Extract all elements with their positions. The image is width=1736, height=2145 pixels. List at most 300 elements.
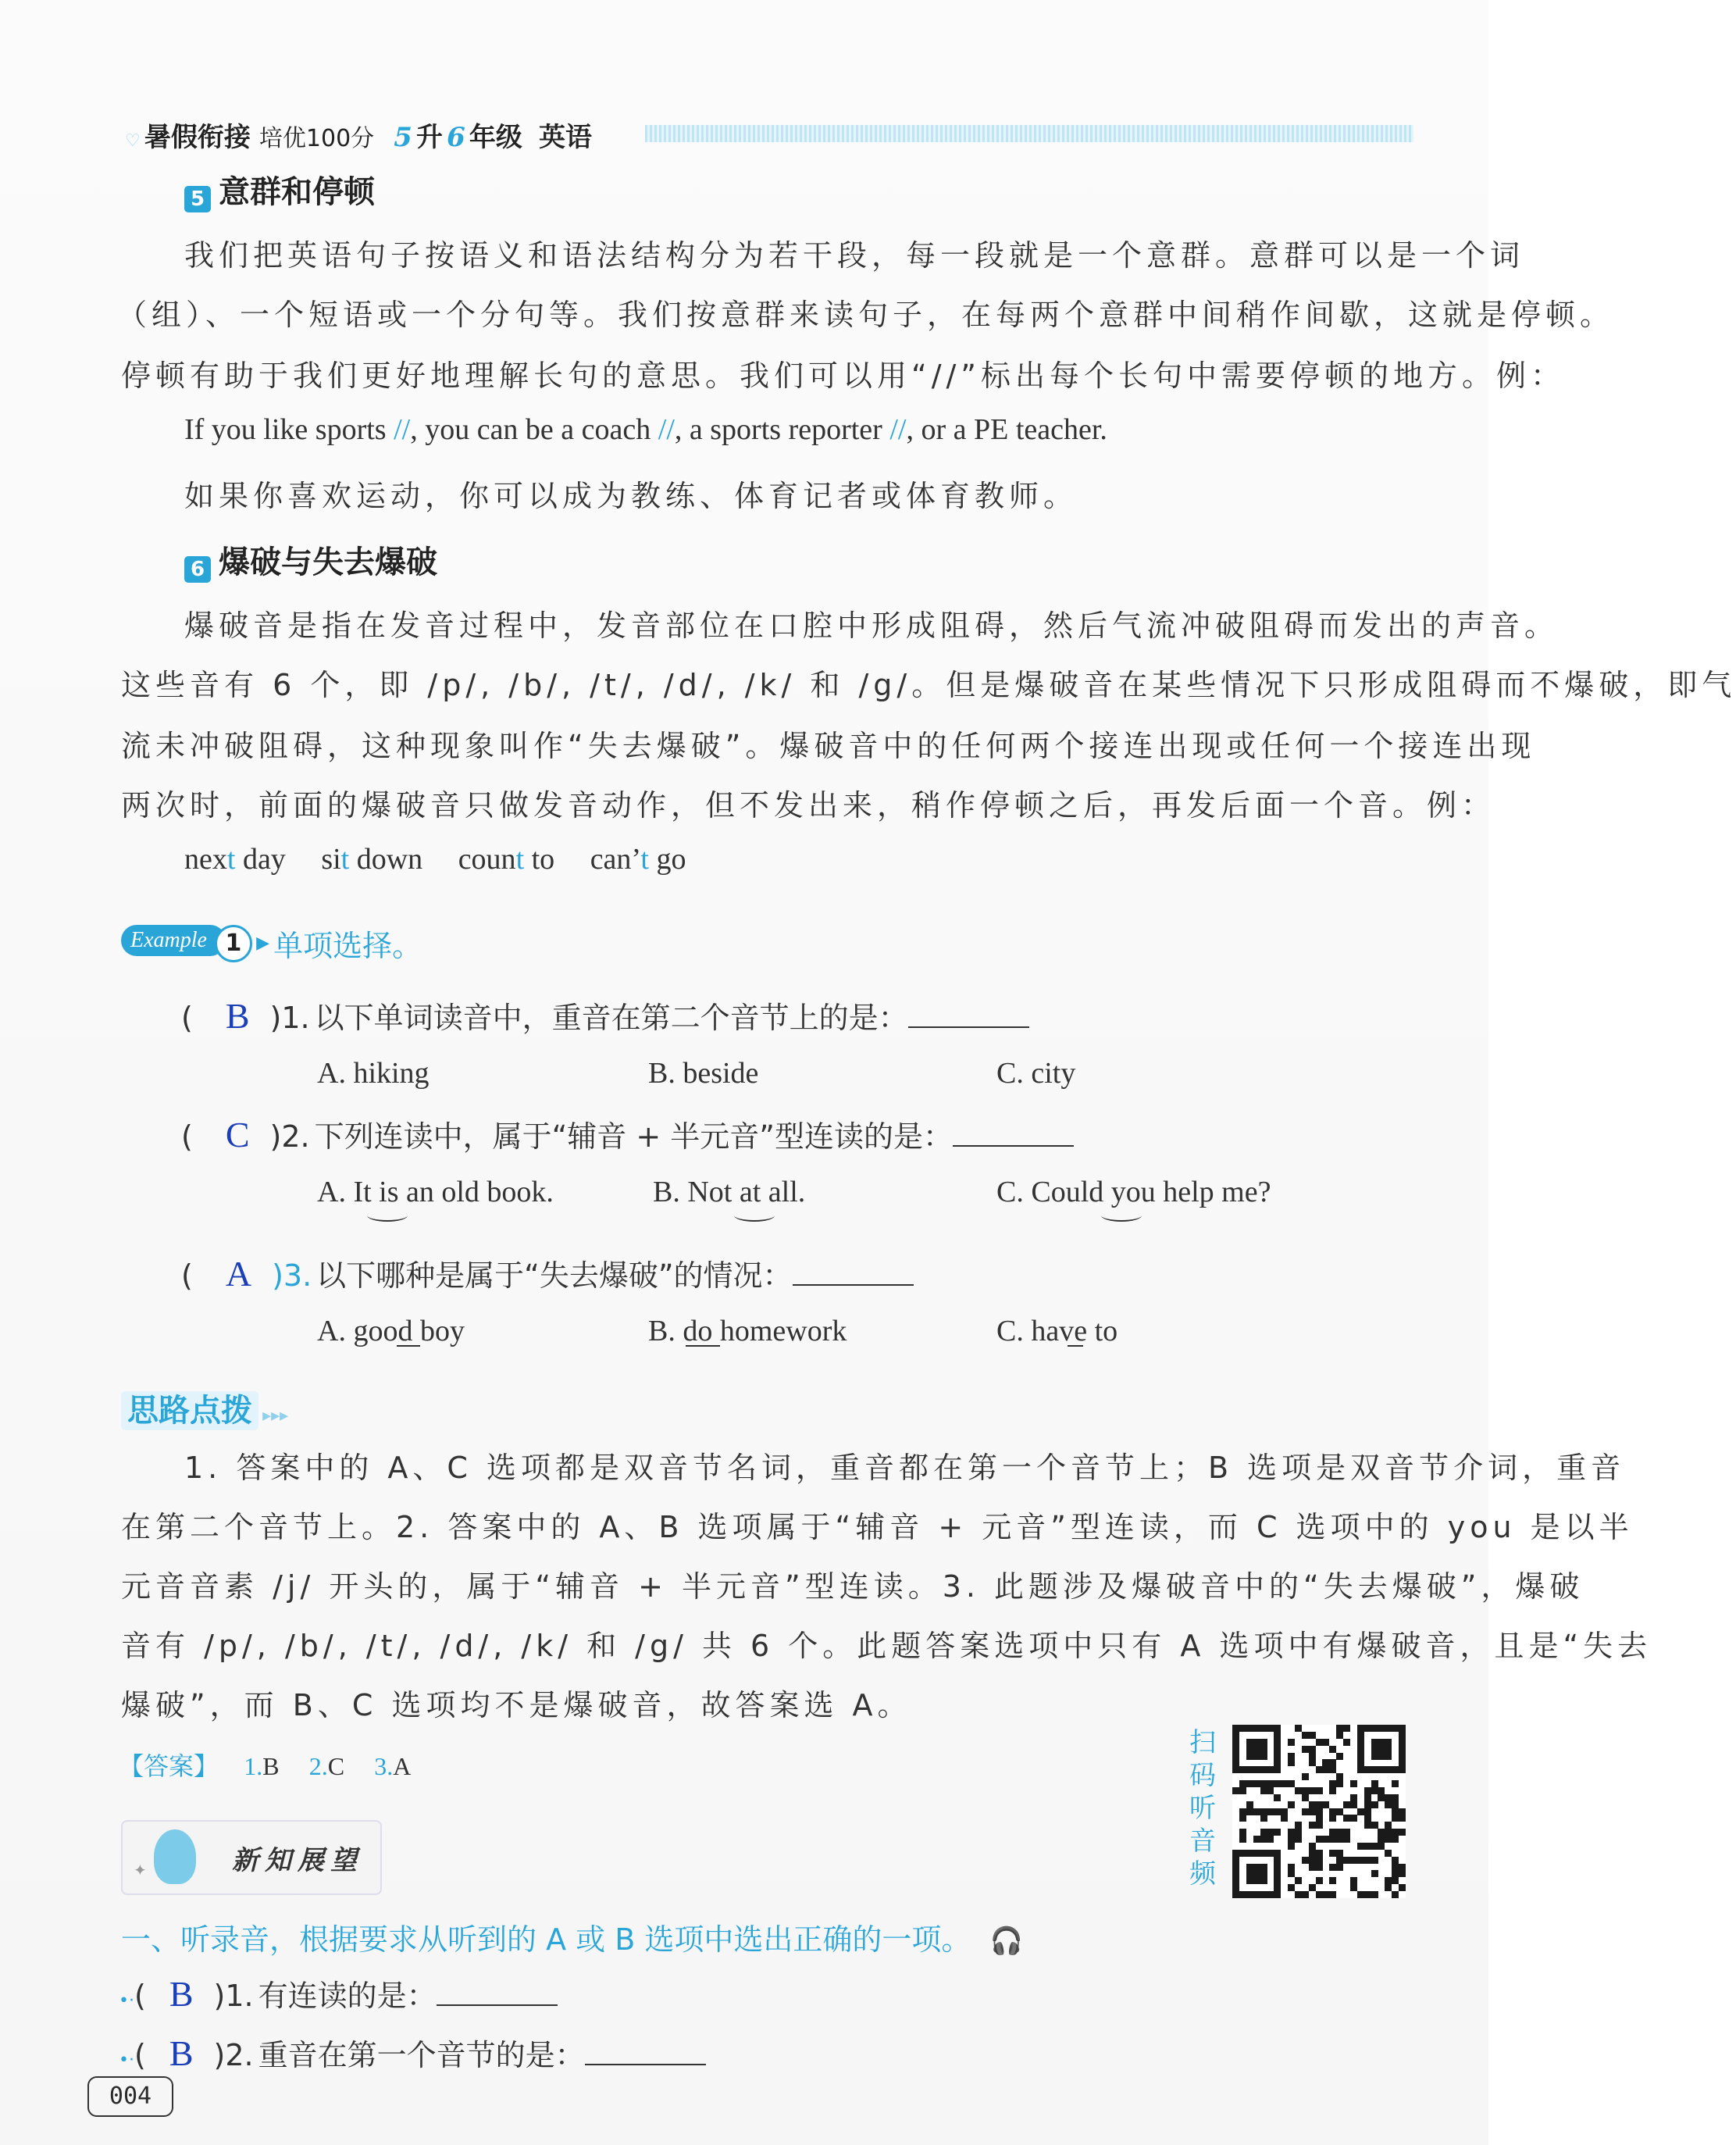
answer-handwritten: B xyxy=(169,2033,194,2073)
qr-module xyxy=(1288,1759,1295,1766)
section6-line-1: 爆破音是指在发音过程中，发音部位在口腔中形成阻碍，然后气流冲破阻碍而发出的声音。 xyxy=(184,609,1560,643)
qr-module xyxy=(1302,1891,1309,1898)
new-question-2: •·( B )2. 重音在第一个音节的是： xyxy=(119,2031,706,2074)
qr-module xyxy=(1385,1766,1392,1773)
answer-handwritten: B xyxy=(225,996,250,1036)
qr-module xyxy=(1316,1815,1323,1822)
qr-module xyxy=(1288,1870,1295,1877)
qr-module xyxy=(1371,1870,1378,1877)
qr-module xyxy=(1357,1746,1364,1753)
qr-module xyxy=(1336,1732,1343,1739)
qr-module xyxy=(1364,1766,1371,1773)
qr-module xyxy=(1288,1864,1295,1871)
qr-module xyxy=(1309,1787,1316,1794)
section6-line-2: 这些音有 6 个，即 /p/, /b/, /t/, /d/, /k/ 和 /g/。但是爆破音在某些情况下只形成阻碍而不爆破，即气 xyxy=(121,668,1736,702)
qr-module xyxy=(1336,1725,1343,1732)
qr-module xyxy=(1309,1759,1316,1766)
qr-module xyxy=(1239,1766,1246,1773)
liaison-arc xyxy=(1101,1209,1142,1222)
qr-module xyxy=(1232,1870,1239,1877)
qr-module xyxy=(1329,1808,1336,1815)
qr-module xyxy=(1378,1753,1385,1760)
qr-module xyxy=(1309,1801,1316,1808)
qr-module xyxy=(1385,1739,1392,1746)
qr-module xyxy=(1378,1843,1385,1850)
qr-module xyxy=(1274,1808,1281,1815)
qr-module xyxy=(1260,1725,1267,1732)
qr-module xyxy=(1392,1870,1399,1877)
qr-module xyxy=(1399,1884,1406,1891)
qr-module xyxy=(1392,1808,1399,1815)
qr-module xyxy=(1309,1822,1316,1829)
qr-module xyxy=(1232,1850,1239,1857)
qr-module xyxy=(1288,1739,1295,1746)
qr-module xyxy=(1399,1870,1406,1877)
qr-module xyxy=(1246,1739,1253,1746)
qr-module xyxy=(1371,1766,1378,1773)
header-grade-to: 6 xyxy=(447,122,465,153)
tips-line-4: 音有 /p/, /b/, /t/, /d/, /k/ 和 /g/ 共 6 个。此题答案选项中只有 A 选项中有爆破音，且是“失去 xyxy=(121,1629,1652,1663)
qr-module xyxy=(1239,1815,1246,1822)
qr-module xyxy=(1232,1864,1239,1871)
section6-heading xyxy=(184,537,437,583)
qr-module xyxy=(1357,1725,1364,1732)
qr-module xyxy=(1316,1787,1323,1794)
qr-module xyxy=(1302,1794,1309,1801)
qr-module xyxy=(1260,1766,1267,1773)
answer-handwritten: C xyxy=(225,1115,250,1155)
qr-module xyxy=(1260,1891,1267,1898)
qr-module xyxy=(1378,1829,1385,1836)
qr-module xyxy=(1288,1801,1295,1808)
example-phrase: sit down xyxy=(321,843,423,876)
qr-module xyxy=(1295,1725,1302,1732)
qr-module xyxy=(1260,1829,1267,1836)
qr-module xyxy=(1364,1891,1371,1898)
qr-module xyxy=(1343,1725,1350,1732)
qr-module xyxy=(1343,1857,1350,1864)
qr-module xyxy=(1288,1836,1295,1843)
qr-module xyxy=(1232,1787,1239,1794)
qr-code-icon[interactable] xyxy=(1232,1725,1406,1898)
qr-module xyxy=(1399,1815,1406,1822)
qr-module xyxy=(1357,1732,1364,1739)
example-badge: Example xyxy=(121,925,226,956)
qr-module xyxy=(1302,1787,1309,1794)
q2-option-a: A. It is an old book. xyxy=(317,1176,554,1208)
qr-module xyxy=(1253,1780,1260,1787)
section5-title: 意群和停顿 xyxy=(219,174,375,210)
qr-module xyxy=(1232,1857,1239,1864)
example-phrase: next day xyxy=(184,843,286,876)
qr-module xyxy=(1371,1739,1378,1746)
answer-blank xyxy=(793,1261,914,1286)
qr-module xyxy=(1309,1864,1316,1871)
section5-line-3: 停顿有助于我们更好地理解长句的意思。我们可以用“//”标出每个长句中需要停顿的地方。例： xyxy=(121,359,1565,393)
qr-module xyxy=(1232,1739,1239,1746)
qr-module xyxy=(1371,1746,1378,1753)
tips-heading xyxy=(121,1386,288,1430)
answer-blank xyxy=(585,2040,706,2065)
qr-module xyxy=(1288,1780,1295,1787)
qr-module xyxy=(1253,1739,1260,1746)
qr-module xyxy=(1309,1884,1316,1891)
qr-module xyxy=(1336,1836,1343,1843)
qr-module xyxy=(1239,1836,1246,1843)
qr-module xyxy=(1322,1891,1329,1898)
qr-module xyxy=(1336,1780,1343,1787)
new-knowledge-box xyxy=(121,1820,382,1895)
qr-module xyxy=(1364,1725,1371,1732)
qr-module xyxy=(1253,1850,1260,1857)
qr-module xyxy=(1364,1808,1371,1815)
qr-module xyxy=(1246,1746,1253,1753)
new-knowledge-instruction: 一、听录音，根据要求从听到的 A 或 B 选项中选出正确的一项。 🎧 xyxy=(121,1922,1023,1957)
qr-module xyxy=(1329,1780,1336,1787)
qr-module xyxy=(1253,1864,1260,1871)
tips-line-2: 在第二个音节上。2. 答案中的 A、B 选项属于“辅音 + 元音”型连读，而 C 选项中的 you 是以半 xyxy=(121,1510,1634,1544)
qr-module xyxy=(1253,1891,1260,1898)
qr-module xyxy=(1357,1739,1364,1746)
qr-module xyxy=(1399,1725,1406,1732)
qr-module xyxy=(1378,1746,1385,1753)
qr-module xyxy=(1350,1857,1357,1864)
qr-module xyxy=(1329,1815,1336,1822)
section6-examples xyxy=(184,842,686,876)
qr-module xyxy=(1322,1739,1329,1746)
qr-module xyxy=(1385,1746,1392,1753)
answers-label: 【答案】 xyxy=(119,1751,219,1781)
qr-module xyxy=(1357,1808,1364,1815)
qr-module xyxy=(1274,1759,1281,1766)
question-1: ( B )1. 以下单词读音中，重音在第二个音节上的是： xyxy=(181,994,1029,1037)
example-number: 1 xyxy=(215,925,252,962)
qr-module xyxy=(1392,1891,1399,1898)
qr-module xyxy=(1288,1753,1295,1760)
qr-module xyxy=(1316,1801,1323,1808)
qr-module xyxy=(1329,1829,1336,1836)
qr-module xyxy=(1246,1877,1253,1884)
star-icon: ✦ xyxy=(134,1861,147,1879)
qr-module xyxy=(1288,1884,1295,1891)
qr-module xyxy=(1274,1829,1281,1836)
qr-module xyxy=(1302,1746,1309,1753)
qr-module xyxy=(1232,1732,1239,1739)
ear-icon xyxy=(154,1829,196,1884)
qr-module xyxy=(1309,1746,1316,1753)
qr-module xyxy=(1399,1746,1406,1753)
qr-module xyxy=(1232,1746,1239,1753)
qr-module xyxy=(1267,1808,1274,1815)
q3-option-b: B. do homework xyxy=(648,1315,847,1347)
qr-module xyxy=(1399,1759,1406,1766)
qr-module xyxy=(1343,1836,1350,1843)
qr-module xyxy=(1232,1753,1239,1760)
qr-module xyxy=(1302,1808,1309,1815)
header-rule xyxy=(645,125,1413,142)
qr-label: 扫码听音频 xyxy=(1189,1727,1216,1890)
qr-module xyxy=(1232,1759,1239,1766)
qr-module xyxy=(1392,1794,1399,1801)
qr-module xyxy=(1274,1780,1281,1787)
qr-module xyxy=(1378,1766,1385,1773)
qr-module xyxy=(1246,1766,1253,1773)
qr-module xyxy=(1336,1773,1343,1780)
section6-number: 6 xyxy=(184,556,211,583)
qr-module xyxy=(1267,1836,1274,1843)
qr-module xyxy=(1260,1836,1267,1843)
qr-module xyxy=(1399,1864,1406,1871)
qr-module xyxy=(1260,1850,1267,1857)
header xyxy=(125,116,592,154)
qr-module xyxy=(1329,1759,1336,1766)
qr-module xyxy=(1239,1850,1246,1857)
qr-module xyxy=(1267,1725,1274,1732)
qr-module xyxy=(1253,1870,1260,1877)
header-grade-from: 5 xyxy=(394,122,412,153)
qr-module xyxy=(1316,1836,1323,1843)
qr-module xyxy=(1260,1808,1267,1815)
qr-module xyxy=(1385,1829,1392,1836)
tips-line-1: 1. 答案中的 A、C 选项都是双音节名词，重音都在第一个音节上；B 选项是双音节介词，重音 xyxy=(184,1451,1626,1485)
qr-module xyxy=(1239,1725,1246,1732)
header-grade-sep: 升 xyxy=(416,122,444,153)
qr-module xyxy=(1392,1836,1399,1843)
qr-module xyxy=(1253,1746,1260,1753)
qr-module xyxy=(1316,1891,1323,1898)
qr-module xyxy=(1378,1836,1385,1843)
section6-title: 爆破与失去爆破 xyxy=(219,544,437,580)
qr-module xyxy=(1336,1829,1343,1836)
qr-module xyxy=(1357,1891,1364,1898)
qr-module xyxy=(1378,1739,1385,1746)
qr-module xyxy=(1232,1725,1239,1732)
qr-module xyxy=(1316,1857,1323,1864)
new-question-1: •·( B )1. 有连读的是： xyxy=(119,1972,558,2015)
qr-module xyxy=(1399,1829,1406,1836)
qr-module xyxy=(1350,1815,1357,1822)
triple-arrow-icon: ▸▸▸ xyxy=(262,1406,289,1426)
qr-module xyxy=(1274,1857,1281,1864)
play-arrow-icon: ▶ xyxy=(256,933,269,953)
qr-module xyxy=(1378,1794,1385,1801)
question-2: ( C )2. 下列连读中，属于“辅音 + 半元音”型连读的是： xyxy=(181,1112,1074,1155)
section5-example-cn: 如果你喜欢运动，你可以成为教练、体育记者或体育教师。 xyxy=(184,479,1078,513)
qr-module xyxy=(1371,1780,1378,1787)
qr-module xyxy=(1350,1780,1357,1787)
qr-module xyxy=(1253,1766,1260,1773)
qr-module xyxy=(1371,1753,1378,1760)
qr-module xyxy=(1322,1801,1329,1808)
liaison-arc xyxy=(734,1209,775,1222)
qr-module xyxy=(1274,1850,1281,1857)
qr-module xyxy=(1357,1843,1364,1850)
qr-module xyxy=(1253,1808,1260,1815)
qr-module xyxy=(1232,1766,1239,1773)
underline-mark xyxy=(397,1345,420,1347)
underline-mark xyxy=(1068,1345,1083,1347)
qr-module xyxy=(1329,1836,1336,1843)
qr-module xyxy=(1267,1766,1274,1773)
qr-module xyxy=(1260,1815,1267,1822)
qr-module xyxy=(1295,1891,1302,1898)
qr-module xyxy=(1371,1787,1378,1794)
qr-module xyxy=(1274,1870,1281,1877)
qr-module xyxy=(1385,1884,1392,1891)
qr-module xyxy=(1329,1787,1336,1794)
qr-module xyxy=(1260,1870,1267,1877)
qr-module xyxy=(1309,1857,1316,1864)
answer-blank xyxy=(953,1122,1074,1147)
qr-module xyxy=(1239,1891,1246,1898)
section5-example-en: If you like sports //, you can be a coach //, a sports reporter //, or a PE teacher. xyxy=(184,413,1107,446)
qr-module xyxy=(1316,1877,1323,1884)
qr-module xyxy=(1232,1884,1239,1891)
qr-module xyxy=(1274,1725,1281,1732)
qr-module xyxy=(1316,1739,1323,1746)
qr-module xyxy=(1329,1746,1336,1753)
qr-module xyxy=(1392,1801,1399,1808)
qr-module xyxy=(1267,1787,1274,1794)
qr-module xyxy=(1336,1808,1343,1815)
qr-module xyxy=(1399,1766,1406,1773)
tips-line-3: 元音音素 /j/ 开头的，属于“辅音 + 半元音”型连读。3. 此题涉及爆破音中的“失去爆破”，爆破 xyxy=(121,1569,1585,1604)
q3-option-a: A. good boy xyxy=(317,1315,465,1347)
qr-module xyxy=(1343,1801,1350,1808)
qr-module xyxy=(1274,1753,1281,1760)
qr-module xyxy=(1232,1891,1239,1898)
qr-module xyxy=(1281,1815,1288,1822)
qr-module xyxy=(1343,1815,1350,1822)
qr-module xyxy=(1322,1759,1329,1766)
qr-module xyxy=(1274,1884,1281,1891)
qr-module xyxy=(1239,1787,1246,1794)
qr-module xyxy=(1357,1766,1364,1773)
qr-module xyxy=(1357,1759,1364,1766)
question-3: ( A )3. 以下哪种是属于“失去爆破”的情况： xyxy=(181,1251,914,1294)
header-heart-icon: ♡ xyxy=(125,131,141,151)
answer-handwritten: A xyxy=(225,1254,252,1294)
qr-module xyxy=(1246,1753,1253,1760)
qr-module xyxy=(1274,1746,1281,1753)
qr-module xyxy=(1385,1836,1392,1843)
qr-module xyxy=(1309,1850,1316,1857)
section6-line-3: 流未冲破阻碍，这种现象叫作“失去爆破”。爆破音中的任何两个接连出现或任何一个接连出现 xyxy=(121,729,1536,763)
qr-module xyxy=(1267,1850,1274,1857)
q3-option-c: C. have to xyxy=(996,1315,1118,1347)
q2-option-c: C. Could you help me? xyxy=(996,1176,1271,1208)
answer-blank xyxy=(908,1003,1029,1028)
qr-module xyxy=(1336,1753,1343,1760)
qr-module xyxy=(1316,1766,1323,1773)
qr-module xyxy=(1316,1864,1323,1871)
tips-line-5: 爆破”，而 B、C 选项均不是爆破音，故答案选 A。 xyxy=(121,1688,912,1722)
q1-option-a: A. hiking xyxy=(317,1057,430,1090)
qr-module xyxy=(1309,1843,1316,1850)
qr-module xyxy=(1364,1822,1371,1829)
qr-module xyxy=(1260,1787,1267,1794)
example-phrase: can’t go xyxy=(590,843,686,876)
qr-module xyxy=(1336,1850,1343,1857)
qr-module xyxy=(1392,1766,1399,1773)
qr-module xyxy=(1302,1857,1309,1864)
qr-module xyxy=(1267,1829,1274,1836)
qr-module xyxy=(1364,1843,1371,1850)
qr-module xyxy=(1316,1808,1323,1815)
qr-module xyxy=(1322,1766,1329,1773)
qr-module xyxy=(1392,1725,1399,1732)
qr-module xyxy=(1253,1836,1260,1843)
qr-module xyxy=(1385,1753,1392,1760)
qr-module xyxy=(1350,1884,1357,1891)
qr-module xyxy=(1246,1801,1253,1808)
section6-line-4: 两次时，前面的爆破音只做发音动作，但不发出来，稍作停顿之后，再发后面一个音。例： xyxy=(121,788,1496,823)
qr-module xyxy=(1371,1843,1378,1850)
qr-module xyxy=(1260,1877,1267,1884)
qr-module xyxy=(1239,1829,1246,1836)
qr-module xyxy=(1392,1877,1399,1884)
qr-module xyxy=(1267,1891,1274,1898)
qr-module xyxy=(1246,1725,1253,1732)
qr-module xyxy=(1246,1808,1253,1815)
qr-module xyxy=(1364,1787,1371,1794)
qr-module xyxy=(1371,1725,1378,1732)
qr-module xyxy=(1274,1794,1281,1801)
qr-module xyxy=(1350,1877,1357,1884)
tips-title: 思路点拨 xyxy=(121,1391,258,1430)
liaison-arc xyxy=(367,1209,408,1222)
qr-module xyxy=(1392,1829,1399,1836)
qr-module xyxy=(1309,1732,1316,1739)
qr-module xyxy=(1260,1780,1267,1787)
qr-module xyxy=(1281,1808,1288,1815)
qr-module xyxy=(1329,1864,1336,1871)
qr-module xyxy=(1274,1732,1281,1739)
qr-module xyxy=(1343,1739,1350,1746)
qr-module xyxy=(1385,1850,1392,1857)
section5-number: 5 xyxy=(184,186,211,212)
headphones-icon[interactable]: 🎧 xyxy=(989,1926,1023,1957)
qr-module xyxy=(1371,1822,1378,1829)
qr-module xyxy=(1350,1794,1357,1801)
qr-module xyxy=(1364,1857,1371,1864)
qr-module xyxy=(1364,1794,1371,1801)
qr-module xyxy=(1309,1753,1316,1760)
qr-module xyxy=(1385,1794,1392,1801)
qr-module xyxy=(1357,1857,1364,1864)
qr-module xyxy=(1392,1780,1399,1787)
qr-module xyxy=(1316,1822,1323,1829)
qr-module xyxy=(1260,1739,1267,1746)
q1-option-c: C. city xyxy=(996,1057,1076,1090)
qr-module xyxy=(1295,1829,1302,1836)
qr-module xyxy=(1302,1732,1309,1739)
qr-module xyxy=(1246,1870,1253,1877)
qr-module xyxy=(1350,1801,1357,1808)
qr-module xyxy=(1357,1753,1364,1760)
section5-line-2: （组）、一个短语或一个分句等。我们按意群来读句子，在每两个意群中间稍作间歇，这就是停顿。 xyxy=(117,298,1615,332)
qr-module xyxy=(1274,1864,1281,1871)
qr-module xyxy=(1246,1891,1253,1898)
qr-module xyxy=(1260,1864,1267,1871)
new-knowledge-title: 新知展望 xyxy=(232,1845,363,1876)
qr-module xyxy=(1371,1857,1378,1864)
qr-module xyxy=(1295,1787,1302,1794)
qr-module xyxy=(1281,1780,1288,1787)
qr-module xyxy=(1274,1891,1281,1898)
qr-module xyxy=(1385,1877,1392,1884)
qr-module xyxy=(1385,1822,1392,1829)
